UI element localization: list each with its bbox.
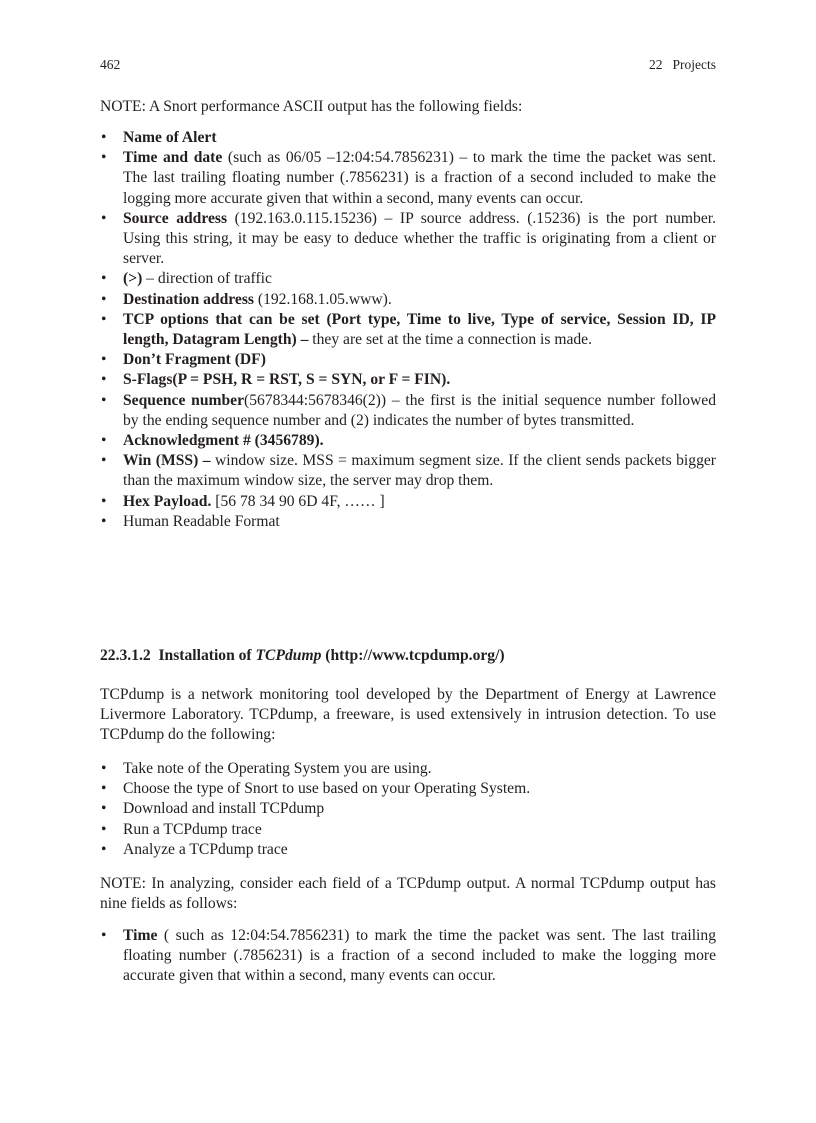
list-item: • Run a TCPdump trace [100,820,716,840]
field-name: S-Flags(P = PSH, R = RST, S = SYN, or F = FIN). [123,371,451,389]
field-name: Acknowledgment # (3456789). [123,432,324,450]
field-name: Time and date [123,149,223,167]
field-name: Source address [123,209,228,227]
chapter-title: Projects [672,57,716,72]
list-item [100,512,716,532]
field-name: Time [123,927,158,944]
list-item: • Take note of the Operating System you are using. [100,759,716,779]
tcpdump-intro: TCPdump is a network monitoring tool developed by the Department of Energy at Lawrence Livermore Laboratory. TCPdump, a freeware, is used extensively in intrusion detection. To use TCPdump do the following: [100,686,716,744]
section-heading [100,646,505,666]
list-item [100,451,716,491]
list-item [100,350,716,370]
list-item [100,290,716,310]
field-name: (>) [123,270,143,288]
field-name: Destination address [123,290,254,308]
field-name: Don’t Fragment (DF) [123,351,266,369]
tcpdump-steps-list [100,759,716,860]
section-number: 22.3.1.2 [100,647,151,664]
field-description: (192.168.1.05.www). [253,290,392,308]
snort-fields-list [100,128,716,532]
list-item [100,148,716,209]
list-item [100,370,716,390]
list-item: • Choose the type of Snort to use based on your Operating System. [100,779,716,799]
section-title-italic: TCPdump [255,647,322,664]
list-item: • Download and install TCPdump [100,799,716,819]
list-item [100,209,716,270]
list-item [100,926,716,987]
field-description: (such as 06/05 –12:04:54.7856231) – to mark the time the packet was sent. The last trailing floating number (.7856231) is a fraction of a second included to make the logging more accurate given that within a second, many events can occur. [123,149,717,207]
field-name: Sequence number [123,391,244,409]
list-item [100,269,716,289]
list-item [100,431,716,451]
field-description: they are set at the time a connection is made. [308,331,593,349]
field-name: Win (MSS) – [123,452,211,470]
section-title-prefix: Installation of [158,647,256,664]
note-tcpdump-fields: NOTE: In analyzing, consider each field of a TCPdump output. A normal TCPdump output has nine fields as follows: [100,875,716,913]
tcpdump-fields-list [100,926,716,987]
list-item: • Analyze a TCPdump trace [100,840,716,860]
field-description: Human Readable Format [123,512,280,530]
field-description: (192.163.0.115.15236) – IP source address. (.15236) is the port number. Using this string, it may be easy to deduce whether the traffic is originating from a client or server. [123,209,716,268]
list-item [100,128,716,148]
chapter-number: 22 [649,57,663,72]
field-description: window size. MSS = maximum segment size. If the client sends packets bigger than the maximum window size, the server may drop them. [123,452,716,490]
list-item [100,310,716,350]
field-name: Name of Alert [123,129,217,146]
field-description: ( such as 12:04:54.7856231) to mark the time the packet was sent. The last trailing floating number (.7856231) is a fraction of a second included to make the logging more accurate given that within a second, many events can occur. [123,927,716,985]
field-description: – direction of traffic [142,270,272,288]
field-description: (5678344:5678346(2)) – the first is the initial sequence number followed by the ending sequence number and (2) indicates the number of bytes transmitted. [123,391,716,429]
page-number: 462 [100,57,121,72]
running-head [649,57,716,73]
list-item [100,391,716,431]
field-description: [56 78 34 90 6D 4F, …… ] [211,492,385,510]
field-name: Hex Payload. [123,492,212,510]
list-item [100,492,716,512]
section-title-suffix: (http://www.tcpdump.org/) [321,647,505,664]
field-name: TCP options that can be set (Port type, Time to live, Type of service, Session ID, IP length, Datagram Length) – [123,310,716,349]
note-snort-fields: NOTE: A Snort performance ASCII output has the following fields: [100,98,523,115]
